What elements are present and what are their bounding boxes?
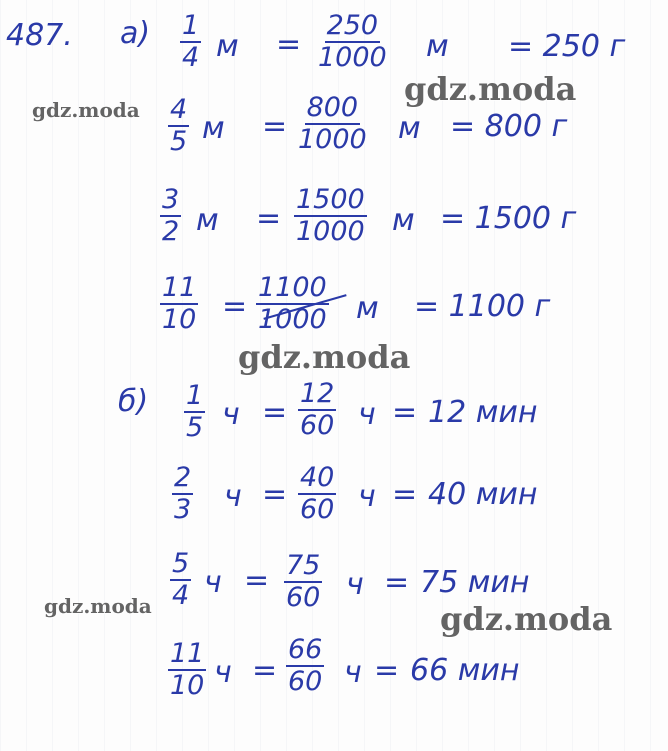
- unit: м: [202, 111, 225, 146]
- equals-sign: =: [384, 565, 410, 600]
- unit: м: [392, 203, 415, 238]
- unit: м: [356, 291, 379, 326]
- watermark: gdz.moda: [404, 70, 577, 108]
- watermark: gdz.moda: [32, 98, 140, 122]
- result: = 1500 г: [440, 201, 577, 236]
- fraction: $\frac{4}{5}$: [170, 94, 188, 158]
- unit: м: [426, 29, 449, 64]
- unit: ч: [224, 479, 242, 514]
- equals-sign: =: [392, 395, 418, 430]
- fraction: $\frac{1500}{1000}$: [296, 184, 365, 248]
- unit: м: [196, 203, 219, 238]
- unit: ч: [214, 655, 232, 690]
- fraction: $\frac{1}{4}$: [182, 10, 200, 74]
- fraction: $\frac{11}{10}$: [162, 272, 197, 336]
- equals-sign: =: [262, 477, 288, 512]
- unit: м: [398, 111, 421, 146]
- equals-sign: =: [392, 477, 418, 512]
- fraction: $\frac{1}{5}$: [186, 380, 204, 444]
- watermark: gdz.moda: [238, 338, 411, 376]
- result: = 250 г: [508, 29, 626, 64]
- fraction: $\frac{2}{3}$: [174, 462, 192, 526]
- fraction: $\frac{1100}{1000}$: [258, 272, 327, 336]
- unit: ч: [358, 479, 376, 514]
- equals-sign: =: [252, 653, 278, 688]
- result: 75 мин: [420, 565, 530, 600]
- equals-sign: =: [244, 563, 270, 598]
- equals-sign: =: [276, 27, 302, 62]
- fraction: $\frac{66}{60}$: [288, 634, 323, 698]
- fraction: $\frac{40}{60}$: [300, 462, 335, 526]
- equals-sign: =: [262, 395, 288, 430]
- part-b-label: б): [118, 384, 149, 419]
- unit: ч: [346, 567, 364, 602]
- fraction: $\frac{3}{2}$: [162, 184, 180, 248]
- result: 66 мин: [410, 653, 520, 688]
- problem-number: 487.: [6, 18, 73, 53]
- result: 40 мин: [428, 477, 538, 512]
- watermark: gdz.moda: [44, 594, 152, 618]
- watermark: gdz.moda: [440, 600, 613, 638]
- unit: м: [216, 29, 239, 64]
- equals-sign: =: [262, 109, 288, 144]
- equals-sign: =: [374, 653, 400, 688]
- unit: ч: [222, 397, 240, 432]
- fraction: $\frac{12}{60}$: [300, 378, 335, 442]
- result: = 1100 г: [414, 289, 551, 324]
- fraction: $\frac{250}{1000}$: [318, 10, 387, 74]
- fraction: $\frac{75}{60}$: [286, 550, 321, 614]
- fraction: $\frac{11}{10}$: [170, 638, 205, 702]
- result: = 800 г: [450, 109, 568, 144]
- equals-sign: =: [256, 201, 282, 236]
- part-a-label: а): [120, 16, 151, 51]
- fraction: $\frac{5}{4}$: [172, 548, 190, 612]
- unit: ч: [204, 565, 222, 600]
- result: 12 мин: [428, 395, 538, 430]
- equals-sign: =: [222, 289, 248, 324]
- fraction: $\frac{800}{1000}$: [298, 92, 367, 156]
- unit: ч: [358, 397, 376, 432]
- unit: ч: [344, 655, 362, 690]
